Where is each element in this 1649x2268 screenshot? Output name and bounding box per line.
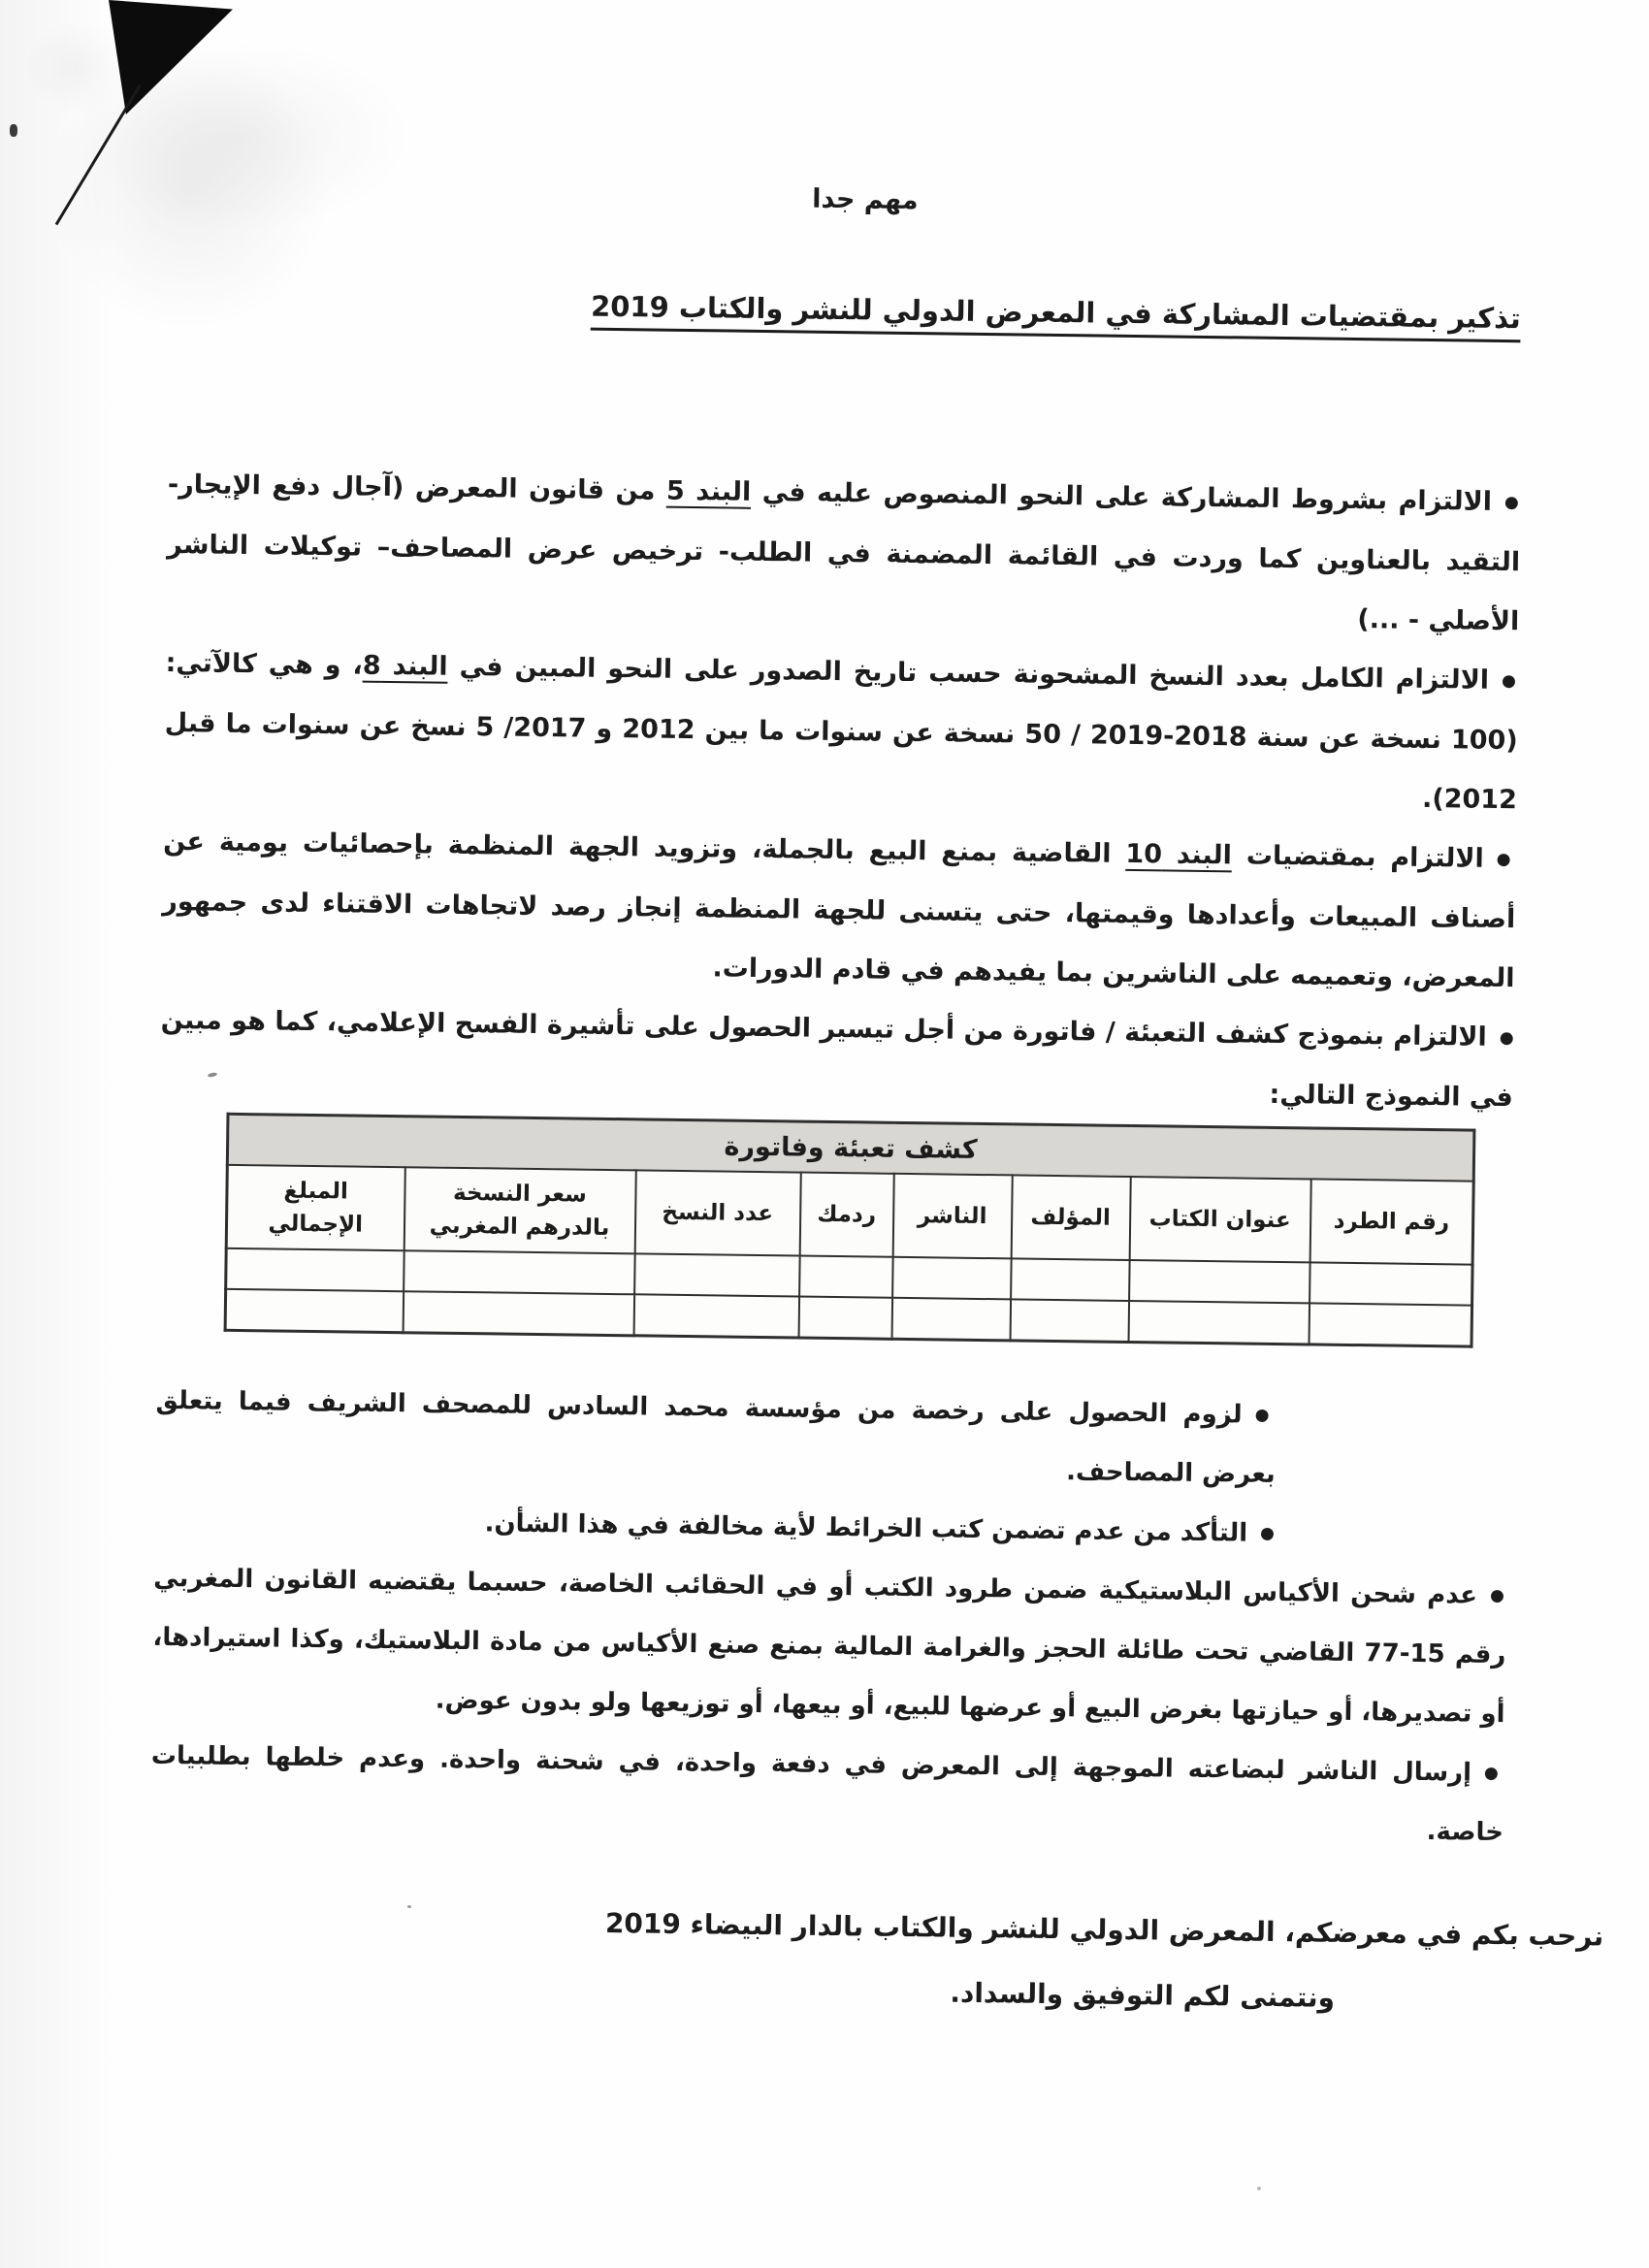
scan-speck-artifact [10, 124, 17, 137]
bullet-icon: ● [1499, 1027, 1514, 1049]
bullet-text: الالتزام بمقتضيات [1231, 840, 1484, 874]
table-empty-cell [1010, 1299, 1129, 1342]
bullet-text: القاضية بمنع البيع بالجملة، وتزويد الجهة المنظمة بإحصائيات يومية عن أصناف المبيعات وأعدادها وقيمتها، حتى يتسنى للجهة المنظمة إنجاز رصد لاتجاهات الاقتناء لدى جمهور المعرض، وتعميمه على الناشرين بما يفيدهم في قادم الدورات. [162, 826, 1516, 994]
bullet-text: التأكد من عدم تضمن كتب الخرائط لأية مخالفة في هذا الشأن. [484, 1508, 1248, 1548]
bullet-icon: ● [1259, 1523, 1276, 1543]
table-header-cell: المبلغ الإجمالي [226, 1165, 404, 1250]
bullet-text: إرسال الناشر لبضاعته الموجهة إلى المعرض في دفعة واحدة، في شحنة واحدة. وعدم خلطها بطلبيات خاصة. [150, 1740, 1504, 1848]
table-header-cell: المؤلف [1011, 1175, 1130, 1260]
document-content [133, 137, 1604, 2027]
packing-invoice-table [224, 1113, 1476, 1348]
table-empty-cell [226, 1248, 404, 1291]
table-header-cell: سعر النسخة بالدرهم المغربي [404, 1167, 635, 1253]
bullet-item [160, 990, 1514, 1127]
bullet-item [151, 1549, 1506, 1744]
bullet-text: الالتزام بشروط المشاركة على النحو المنصوص عليه في [751, 476, 1493, 517]
document-title: تذكير بمقتضيات المشاركة في المعرض الدولي للنشر والكتاب 2019 [590, 289, 1521, 336]
bullet-item [154, 1372, 1276, 1505]
table-empty-cell [1128, 1301, 1310, 1345]
table-empty-cell [799, 1256, 893, 1298]
important-note-label: مهم جدا [811, 183, 919, 216]
table-empty-cell [225, 1289, 404, 1333]
bullet-item [164, 633, 1519, 829]
underlined-clause-ref: البند 8 [362, 650, 448, 682]
table-header-cell: عدد النسخ [634, 1170, 800, 1255]
table-empty-cell [892, 1257, 1012, 1300]
participation-requirements-list [146, 455, 1532, 1128]
bullet-text: ، و هي كالآتي: (100 نسخة عن سنة 2018-2019 / 50 نسخة عن سنوات ما بين 2012 و 2017/ 5 نسخ عن سنوات ما قبل 2012). [164, 647, 1518, 816]
closing-wish-line: ونتمنى لكم التوفيق والسداد. [950, 1976, 1336, 2014]
scan-speck-artifact [1257, 2187, 1261, 2190]
table-caption: كشف تعبئة وفاتورة [227, 1114, 1474, 1181]
table-header-cell: ردمك [799, 1173, 893, 1257]
underlined-clause-ref: البند 10 [1125, 838, 1233, 871]
table-header-cell: عنوان الكتاب [1129, 1177, 1310, 1262]
bullet-text: من قانون المعرض (آجال دفع الإيجار- التقيد بالعناوين كما وردت في القائمة المضمنة في الطلب- ترخيص عرض المصاحف– توكيلات الناشر الأصلي - ...) [166, 469, 1521, 637]
bullet-icon: ● [1254, 1405, 1277, 1425]
table-empty-cell [403, 1291, 634, 1336]
bullet-text: الالتزام الكامل بعدد النسخ المشحونة حسب تاريخ الصدور على النحو المبين في [447, 651, 1490, 696]
table-empty-cell [798, 1297, 892, 1340]
scan-corner-line-artifact [55, 84, 142, 226]
table-empty-cell [633, 1294, 799, 1338]
underlined-clause-ref: البند 5 [665, 475, 752, 507]
scan-corner-wedge-artifact [109, 0, 233, 114]
table-empty-cell [634, 1253, 800, 1296]
bullet-icon: ● [1496, 849, 1517, 870]
table-empty-cell [1129, 1260, 1310, 1303]
bullet-item [150, 1727, 1504, 1863]
bullet-text: لزوم الحصول على رخصة من مؤسسة محمد السادس للمصحف الشريف فيما يتعلق بعرض المصاحف. [155, 1385, 1276, 1489]
additional-requirements-list [136, 1372, 1519, 1863]
bullet-item [166, 455, 1521, 651]
table-empty-cell [1310, 1262, 1473, 1305]
bullet-icon: ● [1483, 1763, 1504, 1784]
bullet-text: الالتزام بنموذج كشف التعبئة / فاتورة من أجل تيسير الحصول على تأشيرة الفسح الإعلامي، كما هو مبين في النموذج التالي: [160, 1004, 1514, 1114]
table-empty-cell [1309, 1303, 1472, 1346]
bullet-icon: ● [1504, 492, 1522, 513]
bullet-item [161, 812, 1516, 1008]
closing-welcome-line: نرحب بكم في معرضكم، المعرض الدولي للنشر والكتاب بالدار البيضاء 2019 [604, 1906, 1604, 1953]
table-header-cell: رقم الطرد [1310, 1179, 1473, 1264]
table-empty-cell [404, 1250, 635, 1294]
bullet-text: عدم شحن الأكياس البلاستيكية ضمن طرود الكتب أو في الحقائب الخاصة، حسبما يقتضيه القانون المغربي رقم 15-77 القاضي تحت طائلة الحجز والغرامة المالية بمنع صنع الأكياس من مادة البلاستيك، وكذا استيرادها، أو تصديرها، أو حيازتها بغرض البيع أو عرضها للبيع، أو بيعها، أو توزيعها ولو بدون عوض. [152, 1563, 1506, 1730]
table-header-cell: الناشر [892, 1174, 1012, 1259]
bullet-icon: ● [1489, 1585, 1507, 1606]
table-empty-cell [891, 1298, 1011, 1341]
bullet-icon: ● [1501, 670, 1519, 692]
table-empty-cell [1011, 1258, 1130, 1301]
